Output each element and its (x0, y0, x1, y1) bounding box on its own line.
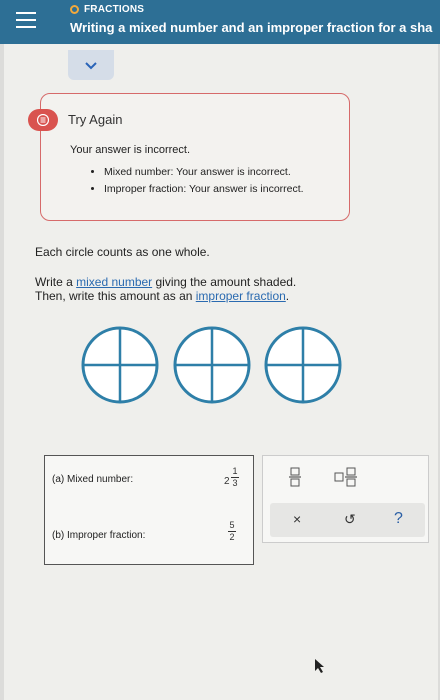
mixed-whole-input[interactable]: 2 (224, 476, 230, 487)
page-title: Writing a mixed number and an improper fraction for a sha (70, 20, 433, 35)
mouse-cursor-icon (314, 658, 326, 674)
top-bar (0, 0, 440, 44)
improper-fraction-link[interactable]: improper fraction (195, 289, 286, 303)
instruction-text: giving the amount shaded. (152, 275, 297, 289)
topic-row (70, 4, 144, 15)
mixed-number-template-icon[interactable] (334, 467, 358, 492)
circle-3 (266, 328, 340, 402)
mixed-number-label: (a) Mixed number: (52, 474, 134, 485)
menu-icon[interactable] (16, 12, 36, 32)
feedback-list (90, 166, 304, 200)
instruction-whole: Each circle counts as one whole. (35, 245, 210, 259)
help-icon[interactable]: ? (394, 510, 403, 527)
improper-numerator[interactable]: 5 (229, 520, 235, 530)
fraction-circles (80, 325, 350, 405)
feedback-title: Try Again (68, 112, 123, 127)
fraction-template-icon[interactable] (289, 467, 301, 492)
topic-progress-icon (70, 5, 79, 14)
feedback-item-improper: • Improper fraction: Your answer is incorrect. (104, 183, 304, 195)
feedback-item-mixed: • Mixed number: Your answer is incorrect. (104, 166, 304, 178)
instruction-text: Then, write this amount as an (35, 289, 196, 303)
improper-fraction-input[interactable] (228, 520, 236, 543)
mixed-number-link[interactable]: mixed number (76, 275, 153, 289)
mixed-numerator[interactable]: 1 (232, 466, 238, 476)
instruction-mixed (35, 275, 296, 289)
mixed-denominator[interactable]: 3 (232, 478, 238, 488)
feedback-error-icon (28, 109, 58, 131)
instruction-text: . (285, 289, 290, 303)
topic-label: FRACTIONS (84, 4, 145, 15)
improper-fraction-label: (b) Improper fraction: (52, 530, 146, 541)
feedback-message: Your answer is incorrect. (70, 144, 191, 156)
instruction-text: Write a (35, 275, 77, 289)
undo-icon[interactable]: ↺ (344, 511, 356, 527)
chevron-down-icon (84, 61, 98, 70)
improper-denominator[interactable]: 2 (229, 532, 235, 542)
answer-box (44, 455, 254, 565)
instruction-improper (35, 289, 289, 303)
circle-2 (175, 328, 249, 402)
circle-1 (83, 328, 157, 402)
mixed-fraction-input[interactable] (231, 466, 239, 489)
clear-icon[interactable]: × (293, 511, 302, 527)
expand-toggle[interactable] (68, 50, 114, 80)
